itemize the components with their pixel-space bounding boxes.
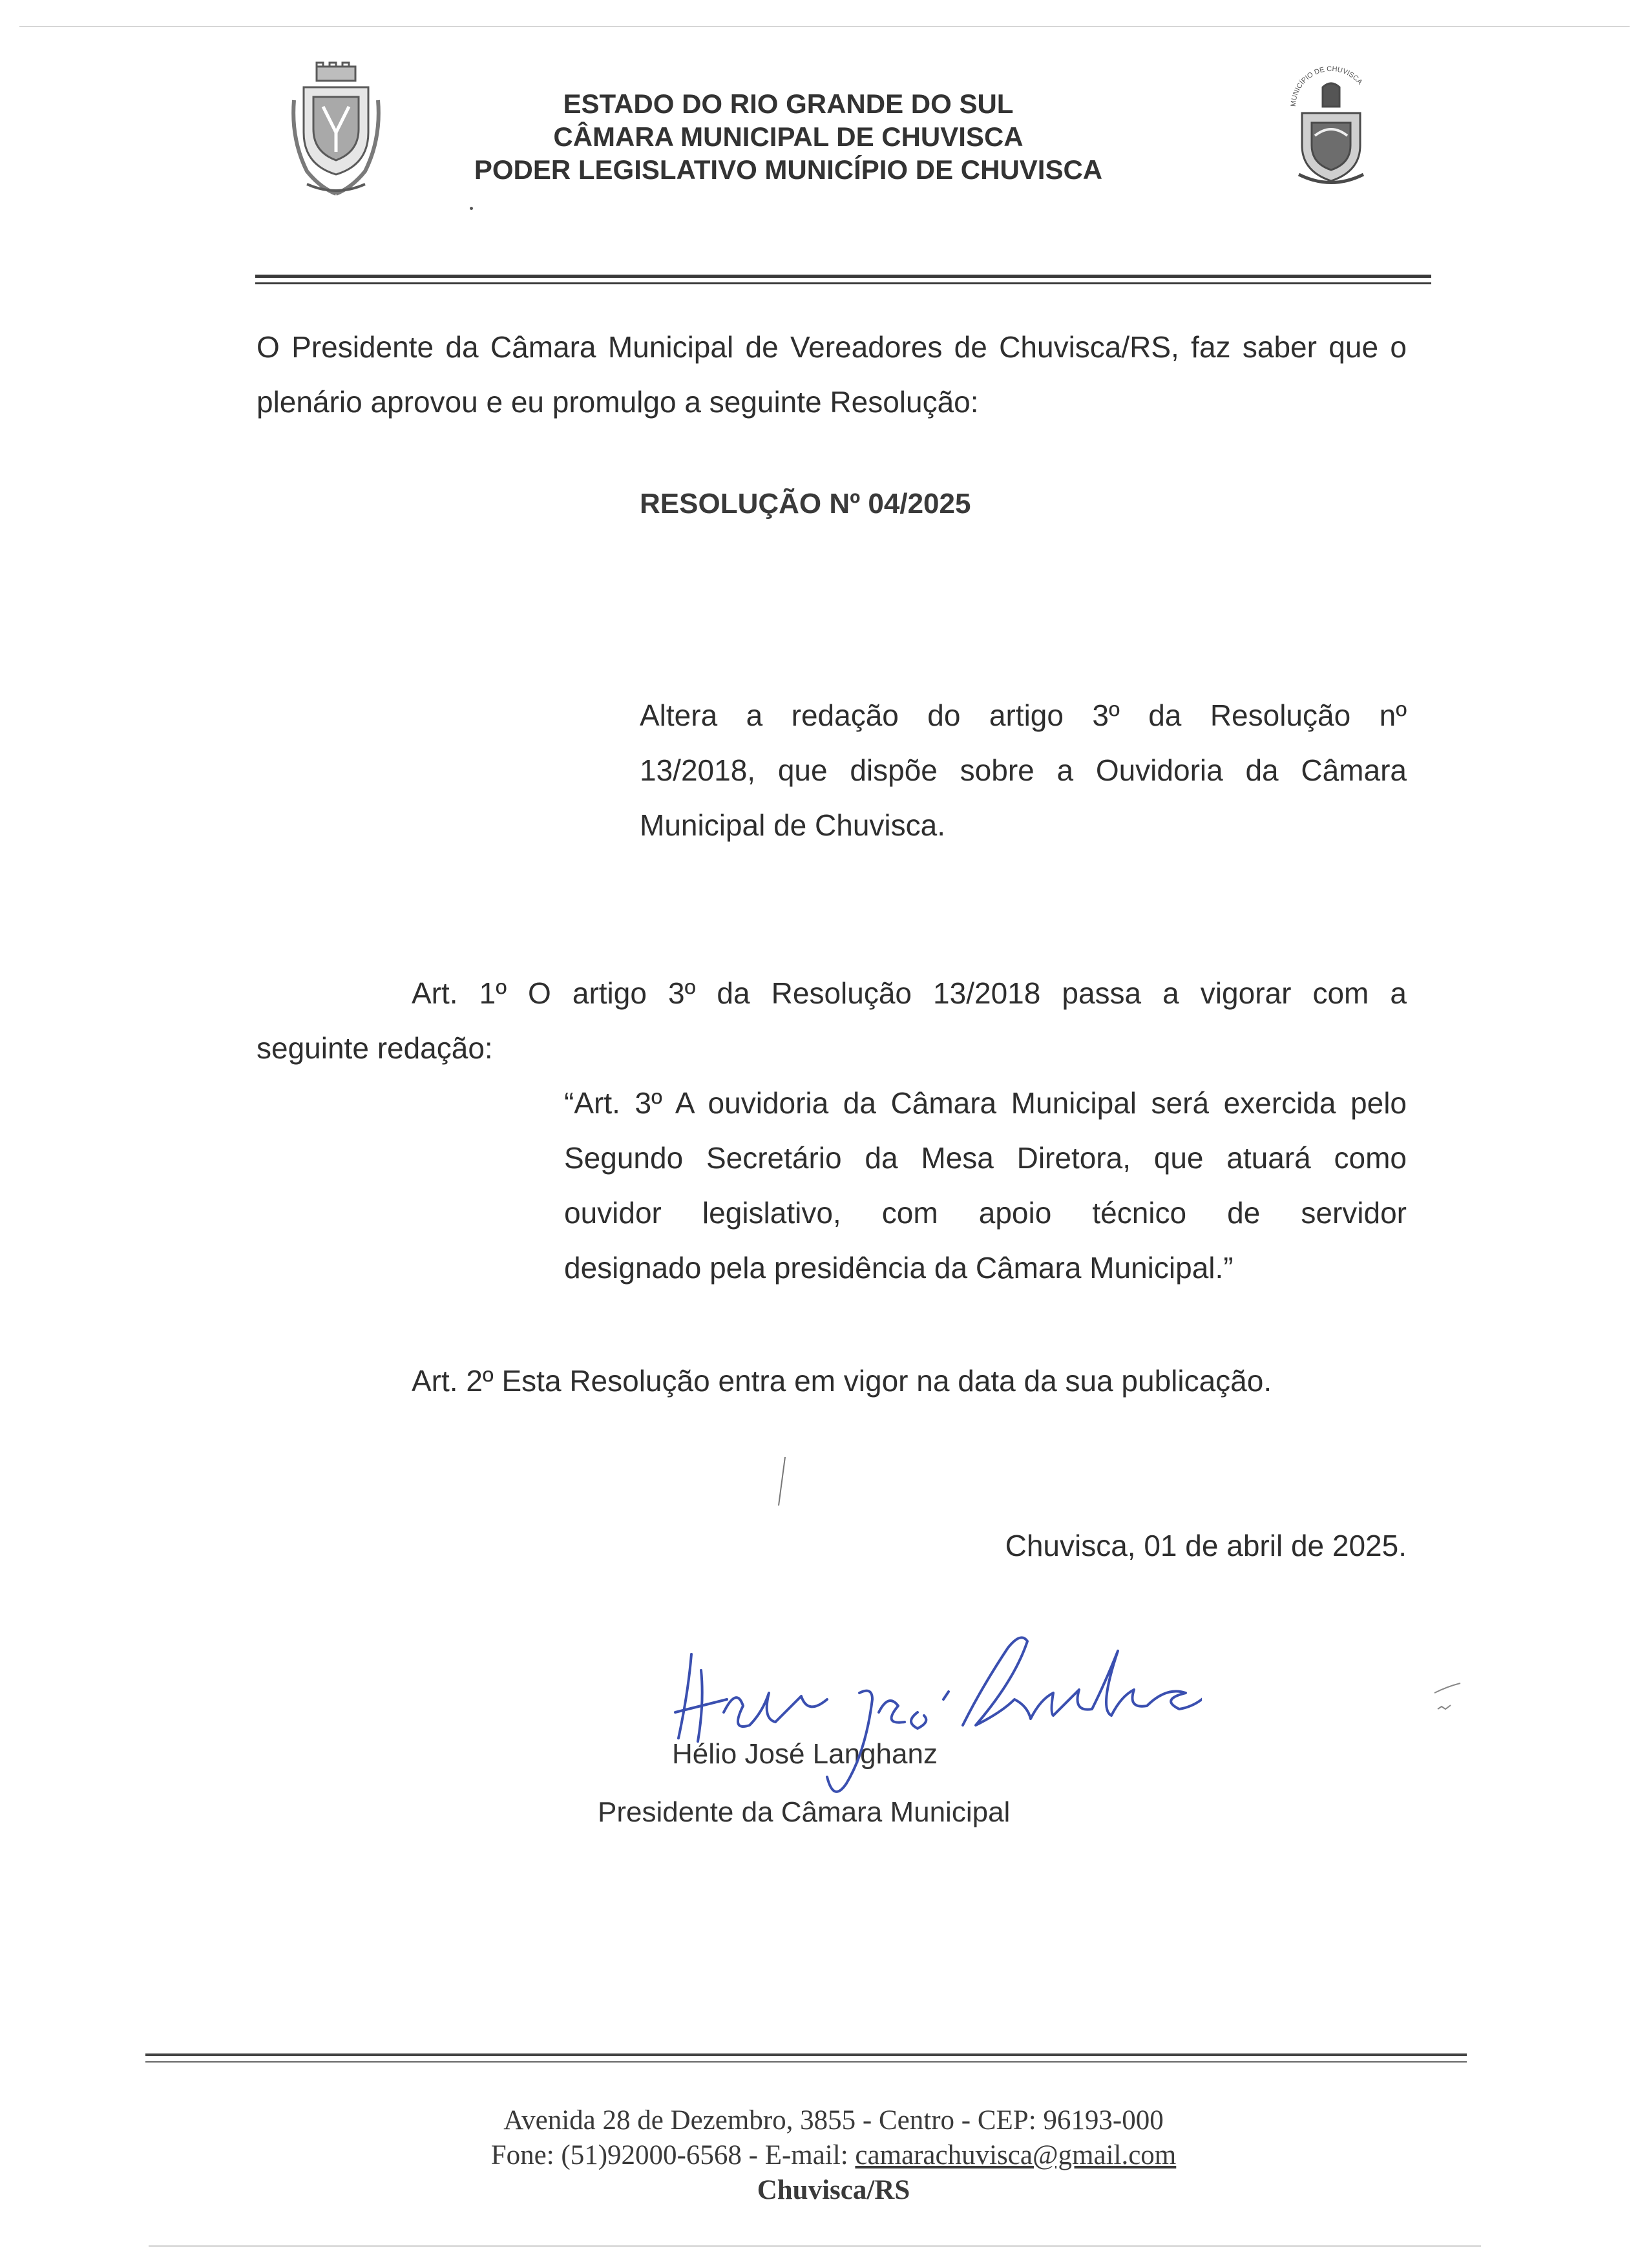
footer-divider-thin <box>145 2061 1467 2063</box>
footer-contact <box>362 2138 1305 2173</box>
summary-line: 13/2018, que dispõe sobre a Ouvidoria da Câmara <box>640 753 1407 787</box>
footer-phone: Fone: (51)92000-6568 - E-mail: <box>490 2140 856 2170</box>
article-1-heading: Art. 1º O artigo 3º da Resolução 13/2018 passa a vigorar com a <box>412 976 1407 1010</box>
pen-mark <box>772 1454 792 1512</box>
signer-role: Presidente da Câmara Municipal <box>598 1796 1011 1828</box>
quote-line: Segundo Secretário da Mesa Diretora, que atuará como <box>564 1141 1407 1175</box>
contact-footer <box>362 2103 1305 2208</box>
legislative-seal-icon <box>1283 61 1380 197</box>
institution-header <box>388 87 1189 186</box>
header-state: ESTADO DO RIO GRANDE DO SUL <box>563 89 1014 119</box>
quote-line: designado pela presidência da Câmara Municipal.” <box>564 1251 1234 1285</box>
scan-speck <box>470 207 473 210</box>
footer-email-link[interactable]: camarachuvisca@gmail.com <box>855 2140 1177 2170</box>
article-1-continuation: seguinte redação: <box>257 1031 493 1065</box>
quoted-article-3 <box>564 1076 1407 1296</box>
footer-address: Avenida 28 de Dezembro, 3855 - Centro - CEP: 96193-000 <box>503 2105 1164 2136</box>
page-bottom-edge <box>149 2245 1481 2247</box>
article-2: Art. 2º Esta Resolução entra em vigor na data da sua publicação. <box>412 1364 1272 1398</box>
summary-line: Altera a redação do artigo 3º da Resolução nº <box>640 698 1407 732</box>
resolution-title: RESOLUÇÃO Nº 04/2025 <box>640 488 971 520</box>
header-chamber: CÂMARA MUNICIPAL DE CHUVISCA <box>553 121 1024 152</box>
footer-divider <box>145 2053 1467 2056</box>
footer-city: Chuvisca/RS <box>757 2175 910 2205</box>
quote-line: ouvidor legislativo, com apoio técnico de servidor <box>564 1196 1407 1230</box>
header-divider-thin <box>255 282 1431 284</box>
promulgation-intro: O Presidente da Câmara Municipal de Vereadores de Chuvisca/RS, faz saber que o plenário aprovou e eu promulgo a seguinte Resolução: <box>257 330 1407 419</box>
margin-scribble <box>1431 1680 1464 1719</box>
page-top-edge <box>19 26 1630 27</box>
summary-line: Municipal de Chuvisca. <box>640 808 946 842</box>
place-and-date: Chuvisca, 01 de abril de 2025. <box>1005 1529 1407 1562</box>
coat-of-arms-icon <box>288 61 384 200</box>
svg-text:MUNICÍPIO DE CHUVISCA: MUNICÍPIO DE CHUVISCA <box>1289 65 1364 107</box>
header-divider <box>255 275 1431 278</box>
quote-line: “Art. 3º A ouvidoria da Câmara Municipal será exercida pelo <box>564 1086 1407 1120</box>
header-power: PODER LEGISLATIVO MUNICÍPIO DE CHUVISCA <box>474 154 1103 185</box>
resolution-summary <box>640 688 1407 853</box>
signer-name: Hélio José Langhanz <box>672 1738 938 1770</box>
